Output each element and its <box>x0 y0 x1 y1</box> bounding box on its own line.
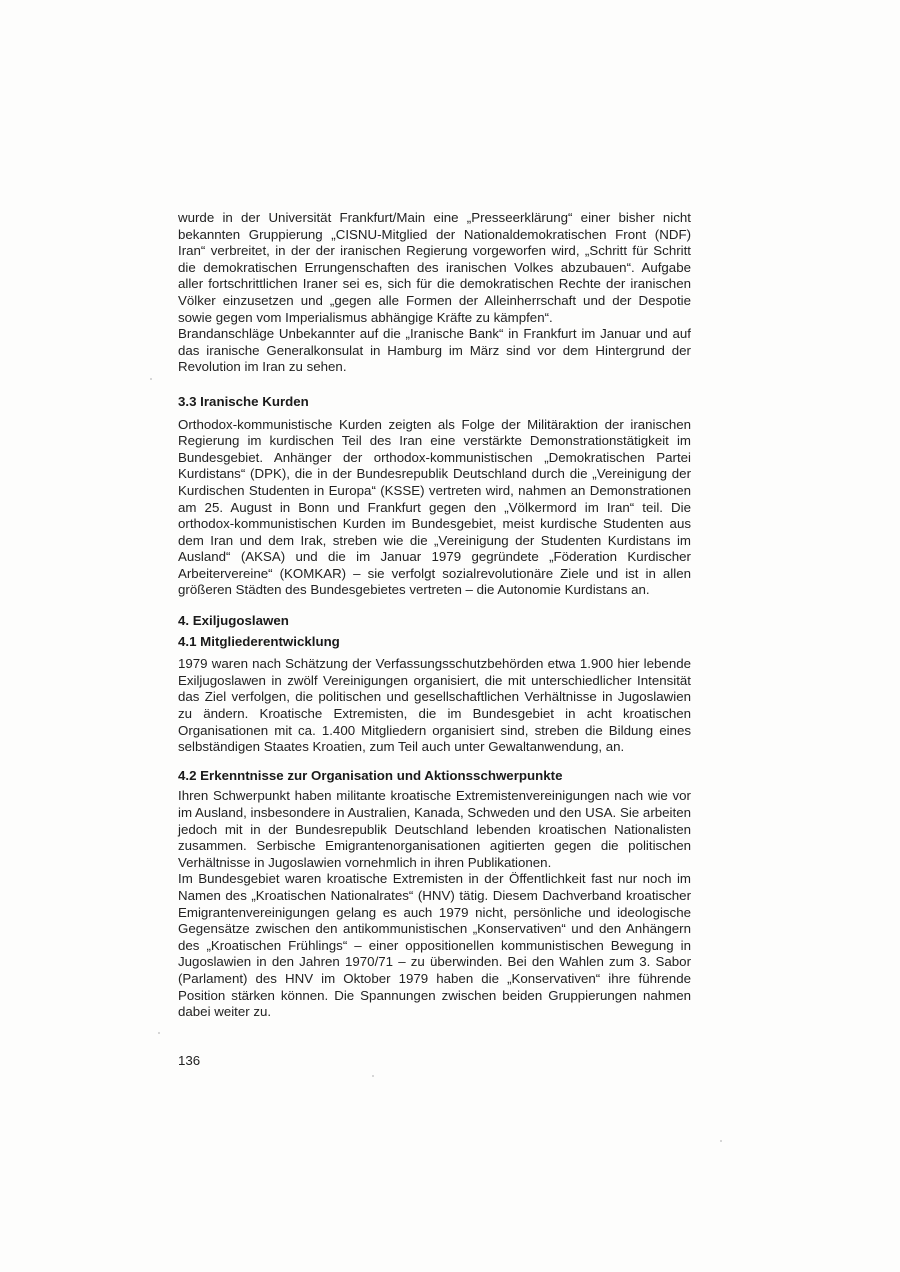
section-4-1-heading: 4.1 Mitgliederentwicklung <box>178 633 340 649</box>
body-text <box>178 210 691 1021</box>
scan-speck <box>720 1140 722 1142</box>
section-4-2-paragraph-2: Im Bundesgebiet waren kroatische Extremisten in der Öffentlichkeit fast nur noch im Namen des „Kroatischen Nationalrates“ (HNV) tätig. Diesem Dachverband kroatischer Emigrantenvereinigungen gelang es auch 1979 nicht, persönliche und ideologische Gegensätze zwischen den antikommunistischen „Konservativen“ und den Anhängern des „Kroatischen Frühlings“ – einer oppositionellen kommunistischen Bewegung in Jugoslawien in den Jahren 1970/71 – zu überwinden. Bei den Wahlen zum 3. Sabor (Parlament) des HNV im Oktober 1979 haben die „Konservativen“ ihre führende Position stärken können. Die Spannungen zwischen beiden Gruppierungen nahmen dabei weiter zu. <box>178 871 691 1020</box>
scan-speck <box>158 1032 160 1034</box>
section-4-2-heading: 4.2 Erkenntnisse zur Organisation und Aktionsschwerpunkte <box>178 767 563 783</box>
section-3-3-paragraph: Orthodox-kommunistische Kurden zeigten als Folge der Militäraktion der iranischen Regierung im kurdischen Teil des Iran eine verstärkte Demonstrationstätigkeit im Bundesgebiet. Anhänger der orthodox-kommunistischen „Demokratischen Partei Kurdistans“ (DPK), die in der Bundesrepublik Deutschland durch die „Vereinigung der Kurdischen Studenten in Europa“ (KSSE) vertreten wird, nahmen an Demonstrationen am 25. August in Bonn und Frankfurt gegen den „Völkermord im Iran“ teil. Die orthodox-kommunistischen Kurden im Bundesgebiet, meist kurdische Studenten aus dem Iran und dem Irak, streben wie die „Vereinigung der Studenten Kurdistans im Ausland“ (AKSA) und die im Januar 1979 gegründete „Föderation Kurdischer Arbeitervereine“ (KOMKAR) – sie verfolgt sozialrevolutionäre Ziele und ist in allen größeren Städten des Bundesgebietes vertreten – die Autonomie Kurdistans an. <box>178 416 691 598</box>
page-number: 136 <box>178 1053 201 1068</box>
scan-speck <box>150 378 152 380</box>
section-4-heading: 4. Exiljugoslawen <box>178 613 289 629</box>
section-4-2-paragraph-1: Ihren Schwerpunkt haben militante kroatische Extremistenvereinigungen nach wie vor im Ausland, insbesondere in Australien, Kanada, Schweden und den USA. Sie arbeiten jedoch mit in der Bundesrepublik Deutschland lebenden kroatischen Nationalisten zusammen. Serbische Emigrantenorganisationen agitierten gegen die politischen Verhältnisse in Jugoslawien vornehmlich in ihren Publikationen. <box>178 788 691 870</box>
scan-speck <box>372 1075 374 1077</box>
brandanschlaege-paragraph: Brandanschläge Unbekannter auf die „Iranische Bank“ in Frankfurt im Januar und auf das iranische Generalkonsulat in Hamburg im März sind vor dem Hintergrund der Revolution im Iran zu sehen. <box>178 326 691 375</box>
intro-paragraph: wurde in der Universität Frankfurt/Main eine „Presseerklärung“ einer bisher nicht bekannten Gruppierung „CISNU-Mitglied der Nationaldemokratischen Front (NDF) Iran“ verbreitet, in der der iranischen Regierung vorgeworfen wird, „Schritt für Schritt die demokratischen Errungenschaften des iranischen Volkes abzubauen“. Aufgabe aller fortschrittlichen Iraner sei es, sich für die demokratischen Rechte der iranischen Völker einzusetzen und „gegen alle Formen der Alleinherrschaft und der Despotie sowie gegen vom Imperialismus abhängige Kräfte zu kämpfen“. <box>178 210 691 325</box>
section-3-3-heading: 3.3 Iranische Kurden <box>178 393 309 409</box>
section-4-1-paragraph: 1979 waren nach Schätzung der Verfassungsschutzbehörden etwa 1.900 hier lebende Exiljugoslawen in zwölf Vereinigungen organisiert, die mit unterschiedlicher Intensität das Ziel verfolgen, die politischen und gesellschaftlichen Verhältnisse in Jugoslawien zu ändern. Kroatische Extremisten, die im Bundesgebiet in acht kroatischen Organisationen mit ca. 1.400 Mitgliedern organisiert sind, streben die Bildung eines selbständigen Staates Kroatien, zum Teil auch unter Gewaltanwendung, an. <box>178 656 691 755</box>
